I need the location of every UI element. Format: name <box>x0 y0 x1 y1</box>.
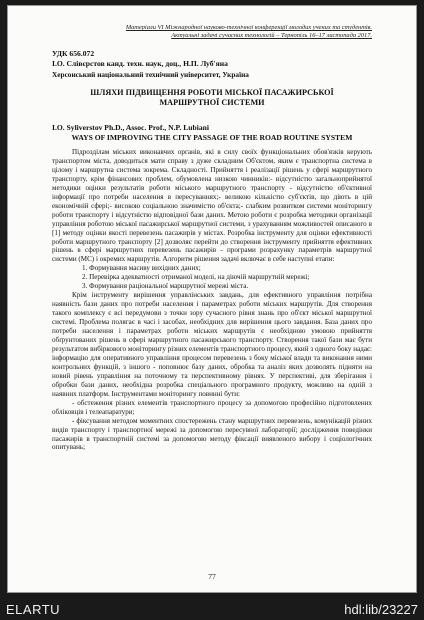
bullet-item: - обстеження різних елементів транспортного процесу за допомогою професійно підготовлених обліковців і телеапаратури; <box>52 398 372 416</box>
body-paragraph: Крім інструменту вирішення управлінських завдань, для ефективного управління потрібна наявність бази даних про потреби населення і параметрах роботи міських маршрутів. Для створення такого комплексу є всі передумови з точки зору сучасного рівня знань про об'єкт міської маршрутної системі. Проблема полягає в часі і засобах, необхідних для вирішення цього завдання. База даних про потреби населення і параметрах роботи міських маршрутів є необхідною умовою прийняття обґрунтованих рішень в сфері маршрутного пасажирського транспорту. Створення такої бази має бути результатом вибіркового моніторингу різних елементів транспортного процесу, який з одного боку надає: інформацію для оперативного управління процесом перевезень з боку міської влади та виконання ними контрольних функцій, з іншого - поповнює базу даних, обробка та аналіз яких дозволять підняти на новий рівень управління на поточному та перспективному рівнях. У перспективі, для зберігання і обробки бази даних, необхідна розробка спеціального програмного продукту, можливо на одній з наявних платформ. Інструментами моніторингу повинні бути: <box>52 291 372 398</box>
authors-ua: І.О. Слівєрстов канд. техн. наук, доц., Н.П. Луб'яна <box>52 59 228 68</box>
repository-footer <box>0 598 424 620</box>
step-item: 3. Формування раціональної маршрутної мережі міста. <box>82 282 249 291</box>
paper-title-en: WAYS OF IMPROVING THE CITY PASSAGE OF THE ROAD ROUTINE SYSTEM <box>71 133 353 142</box>
affiliation: Херсонський національний технічний університет, Україна <box>52 70 249 79</box>
repository-name: ELARTU <box>6 602 61 617</box>
paper-body <box>52 148 372 452</box>
handle-link[interactable]: hdl:lib/23227 <box>344 602 418 617</box>
bullet-item: - фіксування методом моментних спостережень стану маршрутних перевезень, комунікацій різних видів транспорту і транспортної мережі за допомогою пересувної лабораторії; дослідження поведінки пасажирів в транспортній системі за допомогою методу фіксації виявленого вибору і соціологічних опитувань; <box>52 416 372 452</box>
step-item: 2. Перевірка адекватності отриманої моделі, на діючій маршрутній мережі; <box>82 273 310 282</box>
udc-code: УДК 656.072 <box>52 49 95 58</box>
authors-en: I.O. Syliverstov Ph.D., Assoc. Prof., N.P. Lubiani <box>52 123 209 132</box>
conference-header-line2: Актуальні задачі сучасних технологій – Тернопіль 16–17 листопада 2017. <box>171 32 372 39</box>
body-paragraph: Підрозділам міських виконавчих органів, які в силу своїх функціональних обов'язків керують транспортом міста, доводиться мати справу з дуже складним Об'єктом, яким є транспортна система в цілому і маршрутна система зокрема. Складності. Прийняття і реалізації рішень у сфері маршрутного транспорту, крім фінансових проблем, обумовлена низкою чинників:- відсутністю загальноприйнятої методики оцінки результатів роботи міського маршрутного транспорту - відсутністю об'єктивної інформації про потреби населення в пересуваннях;- великою кількістю суб'єктів, що діють в цій економічній сфері;- високою соціальною значимістю об'єкта;- слабким розвитком системи моніторингу роботи транспорту і відсутністю відповідної бази даних. Метою роботи є розробка методики організації управління роботою міської пасажирської маршрутної системи, з урахуванням можливостей описаного в [1] методу оцінки якості перевезень пасажирів у містах. Розробка інструменту для оцінки ефективності роботи маршрутного транспорту [2] дозволяє перейти до створення інструменту прийняття ефективних рішень в сфері маршрутних перевезень пасажирів - програми розрахунку параметрів маршрутної системи (МС) і окремих маршрутів. Алгоритм рішення задачі включає в себе наступні етапи: <box>52 148 372 264</box>
conference-header-line1: Матеріали VI Міжнародної науково-технічної конференції молодих учених та студентів. <box>125 24 372 31</box>
page-number: 77 <box>208 572 216 581</box>
document-page <box>8 6 416 592</box>
paper-title-ua: ШЛЯХИ ПІДВИЩЕННЯ РОБОТИ МІСЬКОЇ ПАСАЖИРСЬКОЇ МАРШРУТНОЇ СИСТЕМИ <box>90 88 334 107</box>
step-item: 1. Формування масиву вихідних даних; <box>82 264 201 273</box>
